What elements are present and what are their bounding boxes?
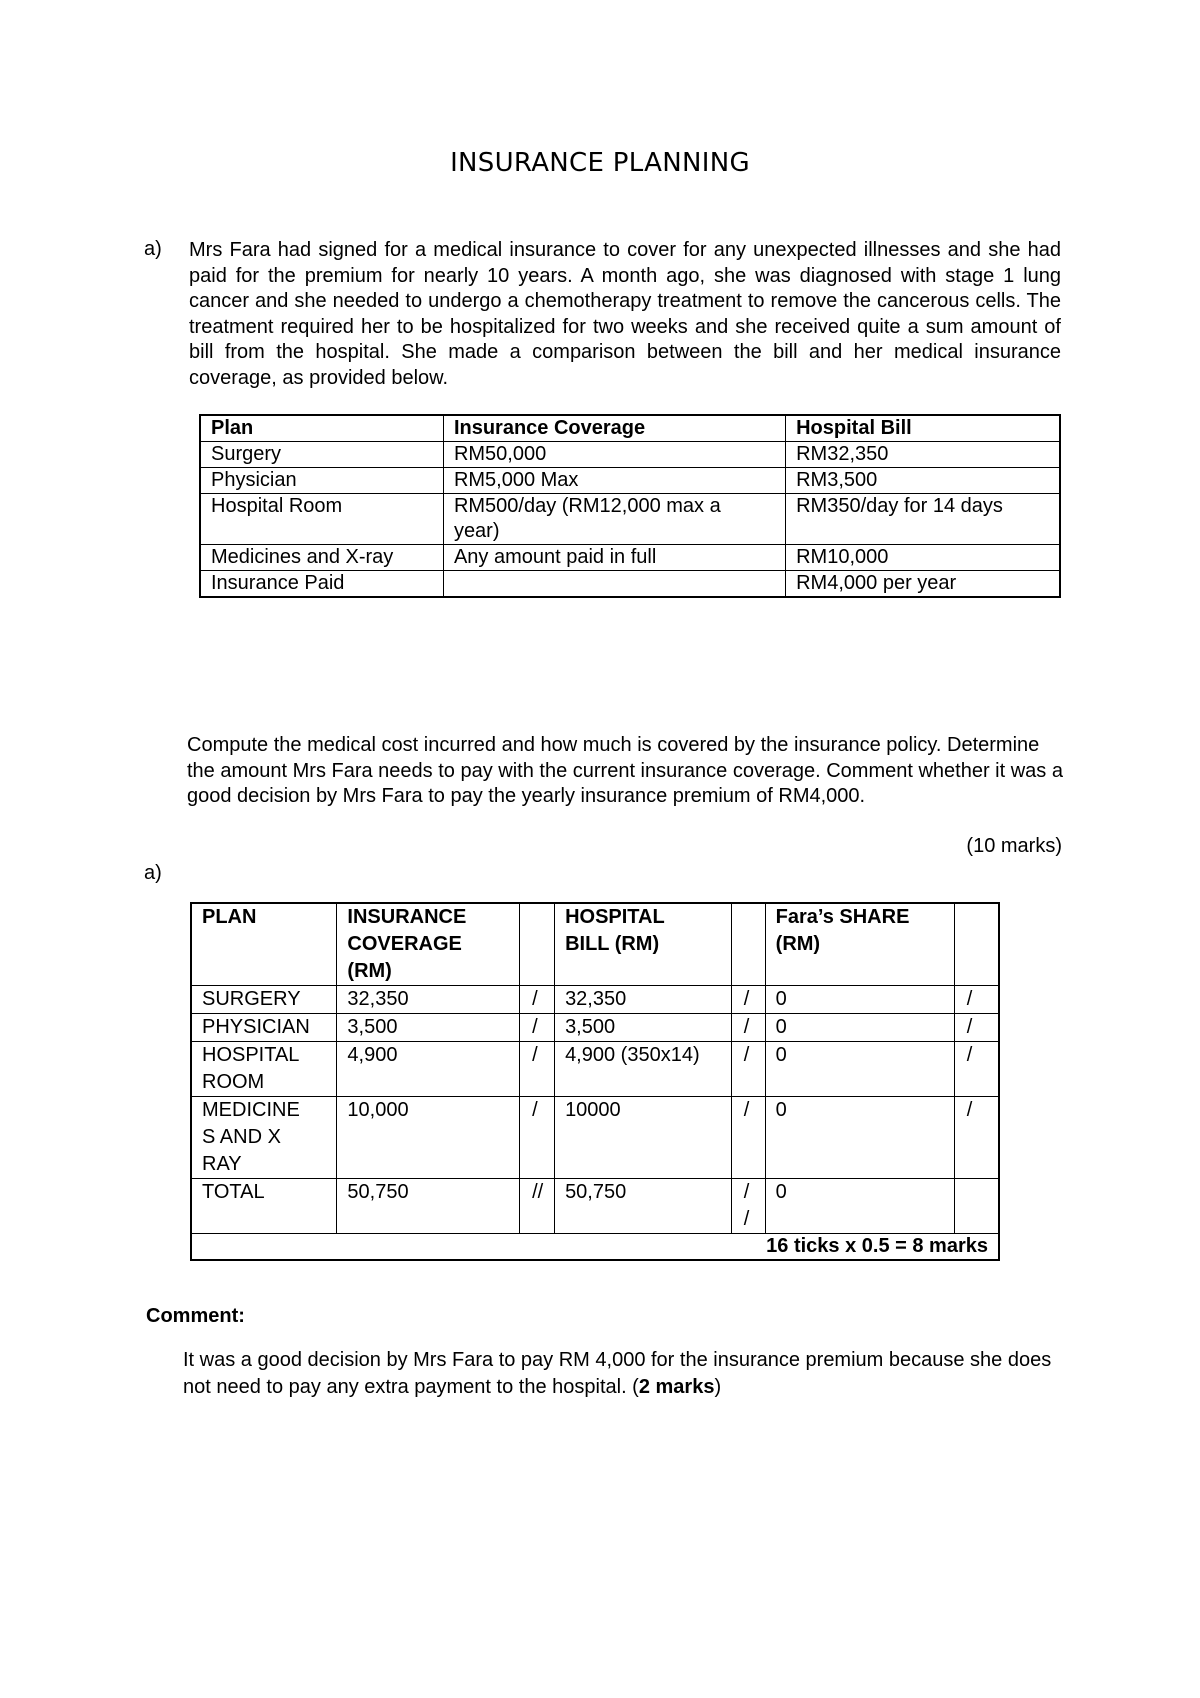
insurance-comparison-table [199,414,1061,598]
header-cell [731,903,765,986]
table-row [191,986,999,1014]
table-cell: RM3,500 [786,468,1060,494]
header-cell: Hospital Bill [786,415,1060,442]
question-label: a) [144,238,162,260]
table-cell: Physician [200,468,443,494]
header-cell: Plan [200,415,443,442]
table-cell: RM32,350 [786,442,1060,468]
page-title: INSURANCE PLANNING [450,148,750,178]
table-cell: 10000 [555,1097,732,1179]
table-row [200,468,1060,494]
table-cell: RM5,000 Max [443,468,785,494]
table-footer-row [191,1234,999,1261]
table-cell: Insurance Paid [200,571,443,598]
table-cell: Any amount paid in full [443,545,785,571]
table-row [200,442,1060,468]
header-cell: Insurance Coverage [443,415,785,442]
tick-mark: / [731,1014,765,1042]
table-cell: Hospital Room [200,494,443,545]
table-cell: 50,750 [337,1179,520,1234]
tick-mark: / [954,1014,999,1042]
table-cell: Surgery [200,442,443,468]
header-cell: Fara’s SHARE (RM) [765,903,954,986]
question-intro: Mrs Fara had signed for a medical insurance to cover for any unexpected illnesses and she had paid for the premium for nearly 10 years. A month ago, she was diagnosed with stage 1 lung cancer and she needed to undergo a chemotherapy treatment to remove the cancerous cells. The treatment required her to be hospitalized for two weeks and she received quite a sum amount of bill from the hospital. She made a comparison between the bill and her medical insurance coverage, as provided below. [189,239,1061,389]
table-cell: MEDICINE S AND X RAY [191,1097,337,1179]
answer-label: a) [144,862,162,884]
header-cell: INSURANCE COVERAGE (RM) [337,903,520,986]
table-cell: RM4,000 per year [786,571,1060,598]
tick-mark: / [954,1042,999,1097]
table-cell: 0 [765,1014,954,1042]
table-row [191,1097,999,1179]
table-cell: PHYSICIAN [191,1014,337,1042]
table-cell: TOTAL [191,1179,337,1234]
table-cell: 32,350 [337,986,520,1014]
header-cell: PLAN [191,903,337,986]
table-row [200,571,1060,598]
tick-mark: / [954,1097,999,1179]
table-cell: SURGERY [191,986,337,1014]
tick-mark: / [520,1097,555,1179]
header-cell [954,903,999,986]
table-cell: 0 [765,1179,954,1234]
table-cell: RM10,000 [786,545,1060,571]
table-row [191,1179,999,1234]
table-row [191,1014,999,1042]
tick-mark [954,1179,999,1234]
table-cell: 50,750 [555,1179,732,1234]
table-row [200,494,1060,545]
tick-mark: / [731,986,765,1014]
comment-close: ) [714,1376,722,1398]
table-cell: 3,500 [555,1014,732,1042]
tick-mark: // [520,1179,555,1234]
marks-label: (10 marks) [966,835,1062,857]
table-cell: 3,500 [337,1014,520,1042]
comment-body [183,1347,1063,1401]
table-cell: RM500/day (RM12,000 max a year) [443,494,785,545]
table-header-row [191,903,999,986]
table-row [191,1042,999,1097]
table-cell: 0 [765,986,954,1014]
tick-mark: / / [731,1179,765,1234]
tick-mark: / [731,1097,765,1179]
table-cell: 10,000 [337,1097,520,1179]
answer-table [190,902,1000,1261]
table-cell: Medicines and X-ray [200,545,443,571]
table-cell: 32,350 [555,986,732,1014]
table-cell [443,571,785,598]
table-cell: RM350/day for 14 days [786,494,1060,545]
table-header-row [200,415,1060,442]
table-row [200,545,1060,571]
tick-mark: / [731,1042,765,1097]
tick-mark: / [520,1042,555,1097]
marks-summary: 16 ticks x 0.5 = 8 marks [191,1234,999,1261]
table-cell: HOSPITAL ROOM [191,1042,337,1097]
table-cell: 0 [765,1042,954,1097]
comment-marks: 2 marks [638,1376,715,1398]
header-cell [520,903,555,986]
table-cell: 4,900 [337,1042,520,1097]
table-cell: 0 [765,1097,954,1179]
comment-heading: Comment: [146,1305,245,1327]
table-cell: RM50,000 [443,442,785,468]
comment-text: It was a good decision by Mrs Fara to pay RM 4,000 for the insurance premium because she does not need to pay any extra payment to the hospital. ( [183,1349,1052,1398]
question-task: Compute the medical cost incurred and how much is covered by the insurance policy. Determine the amount Mrs Fara needs to pay with the current insurance coverage. Comment whether it was a good decision by Mrs Fara to pay the yearly insurance premium of RM4,000. [187,734,1063,807]
table-cell: 4,900 (350x14) [555,1042,732,1097]
tick-mark: / [520,986,555,1014]
header-cell: HOSPITAL BILL (RM) [555,903,732,986]
tick-mark: / [520,1014,555,1042]
tick-mark: / [954,986,999,1014]
